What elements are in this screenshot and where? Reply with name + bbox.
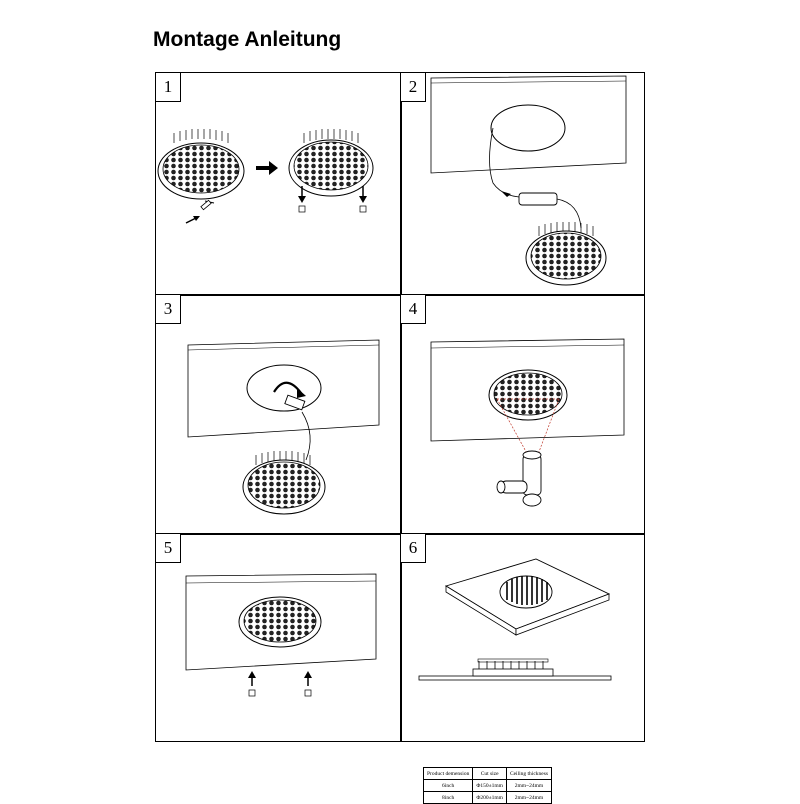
step-4-illustration [401,295,646,534]
table-header-cell: Product demension [424,768,473,780]
step-number: 6 [401,534,426,563]
led-downlight-icon [526,222,606,285]
led-downlight-icon [289,129,373,196]
step-6-panel [401,534,646,801]
spring-clip-icon [299,206,305,212]
table-cell: 2mm~24mm [506,792,551,804]
step-1-panel [156,73,401,295]
step-2-panel [401,73,646,295]
spring-clip-icon [249,690,255,696]
led-downlight-icon [158,129,244,199]
step-4-panel [401,295,646,534]
step-2-illustration [401,73,646,295]
arrow-icon [248,671,256,678]
table-header-cell: Ceiling thickness [506,768,551,780]
spec-table [423,767,552,804]
led-downlight-icon [500,576,552,608]
laser-level-icon [497,451,541,506]
table-cell: 2mm~24mm [506,780,551,792]
arrow-icon [256,161,278,175]
step-number: 3 [156,295,181,324]
cutout-hole [247,365,321,411]
connector-icon [201,200,214,209]
table-row [424,780,552,792]
side-section-view [419,659,611,680]
step-3-illustration [156,295,401,534]
step-number: 5 [156,534,181,563]
arrow-icon [298,196,306,203]
table-header-row [424,768,552,780]
table-cell: Φ200±1mm [473,792,507,804]
step-1-illustration [156,73,401,295]
table-header-cell: Cut size [473,768,507,780]
step-number: 4 [401,295,426,324]
arrow-icon [359,196,367,203]
table-row [424,792,552,804]
table-cell: Φ150±1mm [473,780,507,792]
cutout-hole [491,105,565,151]
step-5-panel [156,534,401,743]
table-cell: 6inch [424,780,473,792]
arrow-icon [501,191,511,201]
led-downlight-icon [239,597,321,647]
led-downlight-icon [243,451,325,514]
step-5-illustration [156,534,401,743]
step-6-illustration [401,534,646,743]
spring-clip-icon [360,206,366,212]
instruction-grid [155,72,645,801]
step-number: 2 [401,73,426,102]
arrow-icon [304,671,312,678]
page-title: Montage Anleitung [153,28,342,51]
spring-clip-icon [305,690,311,696]
driver-box-icon [519,193,557,205]
led-downlight-icon [489,370,567,420]
table-cell: 8inch [424,792,473,804]
step-number: 1 [156,73,181,102]
step-3-panel [156,295,401,534]
